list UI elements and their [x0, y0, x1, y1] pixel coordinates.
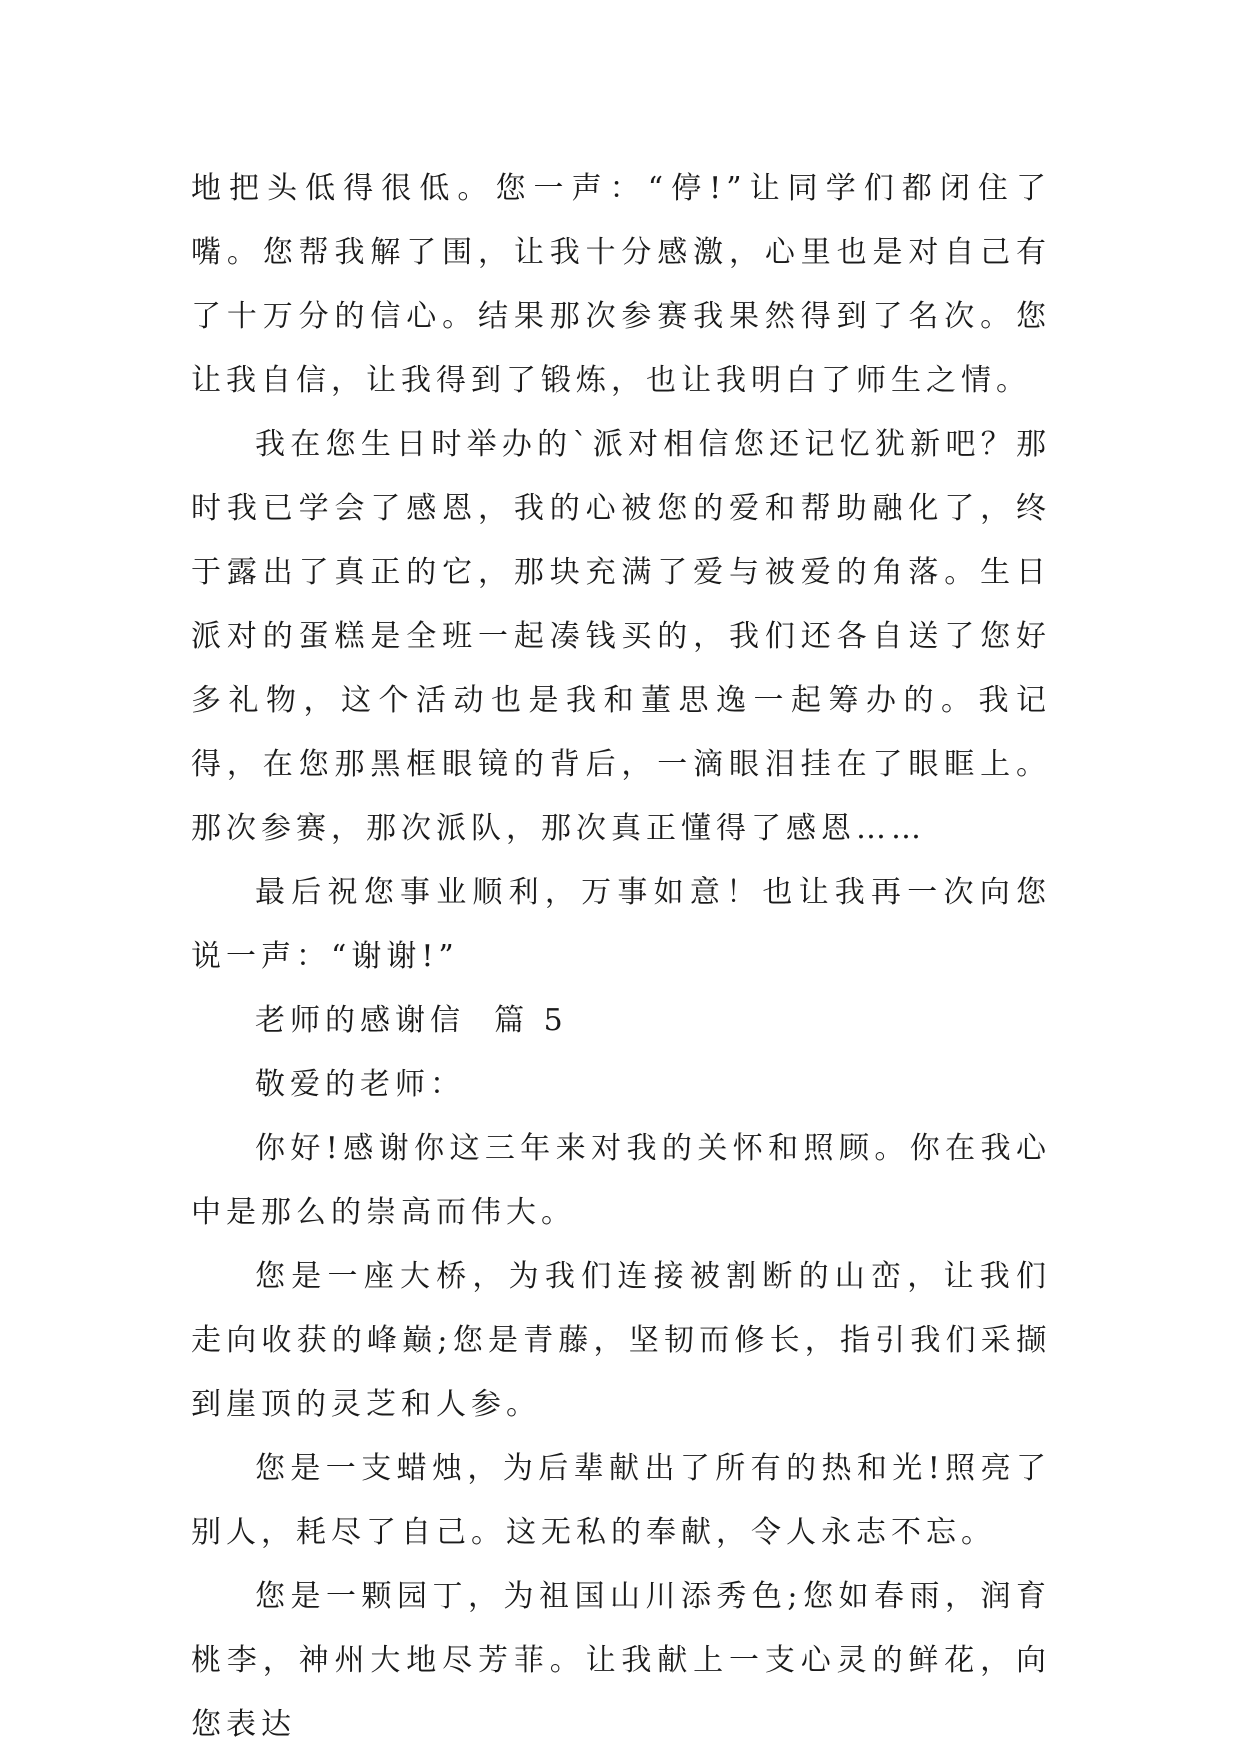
- paragraph-6: 你好!感谢你这三年来对我的关怀和照顾。你在我心中是那么的崇高而伟大。: [191, 1131, 1051, 1230]
- paragraph-3: 最后祝您事业顺利，万事如意！也让我再一次向您说一声：“谢谢!”: [191, 875, 1051, 974]
- paragraph-1: 地把头低得很低。您一声：“停!”让同学们都闭住了嘴。您帮我解了围，让我十分感激，心里也是对自己有了十万分的信心。结果那次参赛我果然得到了名次。您让我自信，让我得到了锻炼，也让我明白了师生之情。: [191, 171, 1051, 398]
- paragraph-2: 我在您生日时举办的`派对相信您还记忆犹新吧？那时我已学会了感恩，我的心被您的爱和帮助融化了，终于露出了真正的它，那块充满了爱与被爱的角落。生日派对的蛋糕是全班一起凑钱买的，我们还各自送了您好多礼物，这个活动也是我和董思逸一起筹办的。我记得，在您那黑框眼镜的背后，一滴眼泪挂在了眼眶上。那次参赛，那次派队，那次真正懂得了感恩……: [191, 427, 1051, 846]
- document-page: [191, 157, 1051, 1757]
- paragraph-7: 您是一座大桥，为我们连接被割断的山峦，让我们走向收获的峰巅;您是青藤，坚韧而修长，指引我们采撷到崖顶的灵芝和人参。: [191, 1259, 1051, 1422]
- salutation: 敬爱的老师：: [255, 1067, 465, 1102]
- paragraph-9: 您是一颗园丁，为祖国山川添秀色;您如春雨，润育桃李，神州大地尽芳菲。让我献上一支心灵的鲜花，向您表达: [191, 1579, 1051, 1742]
- section-heading: 老师的感谢信 篇 5: [255, 1003, 568, 1038]
- paragraph-8: 您是一支蜡烛，为后辈献出了所有的热和光!照亮了别人，耗尽了自己。这无私的奉献，令人永志不忘。: [191, 1451, 1051, 1550]
